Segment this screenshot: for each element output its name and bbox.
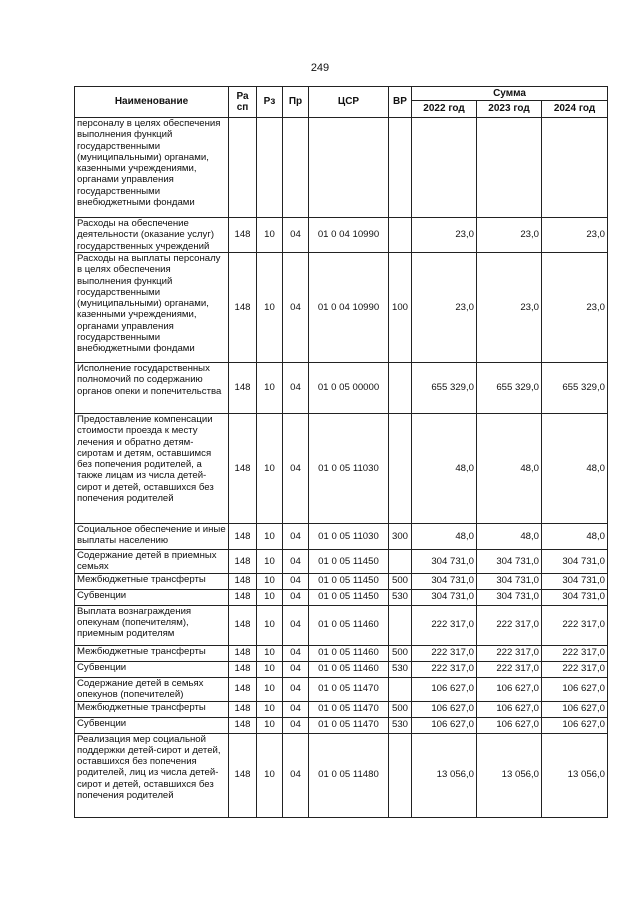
cell-rz: 10 — [257, 414, 283, 524]
cell-name: Содержание детей в приемных семьях — [75, 550, 229, 574]
cell-sum-2024: 304 731,0 — [542, 589, 608, 605]
cell-sum-2024: 23,0 — [542, 253, 608, 363]
cell-sum-2023: 23,0 — [477, 253, 542, 363]
cell-rz: 10 — [257, 524, 283, 550]
cell-rz: 10 — [257, 253, 283, 363]
cell-sum-2022: 23,0 — [412, 253, 477, 363]
cell-name: Межбюджетные трансферты — [75, 701, 229, 717]
cell-csr: 01 0 05 11460 — [309, 645, 389, 661]
cell-vr: 500 — [389, 645, 412, 661]
cell-pr: 04 — [283, 253, 309, 363]
cell-sum-2024: 13 056,0 — [542, 733, 608, 817]
header-year-2024: 2024 год — [542, 101, 608, 118]
cell-vr: 530 — [389, 717, 412, 733]
table-row — [75, 218, 608, 253]
cell-vr — [389, 363, 412, 414]
cell-sum-2024: 304 731,0 — [542, 573, 608, 589]
table-row — [75, 550, 608, 574]
cell-rz: 10 — [257, 677, 283, 701]
header-pr: Пр — [283, 87, 309, 118]
cell-vr — [389, 733, 412, 817]
header-name: Наименование — [75, 87, 229, 118]
cell-pr: 04 — [283, 677, 309, 701]
cell-rz: 10 — [257, 733, 283, 817]
cell-sum-2022: 48,0 — [412, 414, 477, 524]
cell-vr — [389, 218, 412, 253]
cell-sum-2022: 23,0 — [412, 218, 477, 253]
header-ra-sp: Ра сп — [229, 87, 257, 118]
cell-ra-sp: 148 — [229, 645, 257, 661]
cell-pr: 04 — [283, 645, 309, 661]
table-row — [75, 661, 608, 677]
cell-sum-2022: 304 731,0 — [412, 573, 477, 589]
cell-sum-2024: 106 627,0 — [542, 717, 608, 733]
table-row — [75, 605, 608, 645]
cell-rz: 10 — [257, 363, 283, 414]
cell-sum-2023: 655 329,0 — [477, 363, 542, 414]
table-row — [75, 717, 608, 733]
table-row — [75, 414, 608, 524]
cell-sum-2022: 48,0 — [412, 524, 477, 550]
cell-rz: 10 — [257, 573, 283, 589]
cell-name: Социальное обеспечение и иные выплаты населению — [75, 524, 229, 550]
cell-rz: 10 — [257, 645, 283, 661]
cell-sum-2022: 222 317,0 — [412, 605, 477, 645]
cell-sum-2023: 304 731,0 — [477, 550, 542, 574]
table-row — [75, 589, 608, 605]
cell-pr: 04 — [283, 717, 309, 733]
cell-csr: 01 0 05 11470 — [309, 717, 389, 733]
cell-csr — [309, 118, 389, 218]
cell-name: Расходы на обеспечение деятельности (оказание услуг) государственных учреждений — [75, 218, 229, 253]
cell-ra-sp: 148 — [229, 661, 257, 677]
table-row — [75, 253, 608, 363]
cell-vr — [389, 550, 412, 574]
cell-sum-2024: 222 317,0 — [542, 661, 608, 677]
cell-sum-2024 — [542, 118, 608, 218]
cell-csr: 01 0 05 11030 — [309, 524, 389, 550]
cell-sum-2024: 23,0 — [542, 218, 608, 253]
page-number: 249 — [310, 62, 330, 74]
cell-name: Субвенции — [75, 661, 229, 677]
table-row — [75, 118, 608, 218]
cell-name: персоналу в целях обеспечения выполнения функций государственными (муниципальными) органами, казенными учреждениями, органами управления государственными внебюджетными фондами — [75, 118, 229, 218]
cell-ra-sp: 148 — [229, 605, 257, 645]
cell-sum-2024: 222 317,0 — [542, 605, 608, 645]
cell-sum-2023: 222 317,0 — [477, 661, 542, 677]
table-row — [75, 573, 608, 589]
cell-ra-sp: 148 — [229, 524, 257, 550]
cell-csr: 01 0 04 10990 — [309, 253, 389, 363]
table-row — [75, 701, 608, 717]
cell-sum-2024: 304 731,0 — [542, 550, 608, 574]
cell-sum-2022: 106 627,0 — [412, 701, 477, 717]
table-body — [75, 118, 608, 818]
cell-vr — [389, 118, 412, 218]
cell-pr: 04 — [283, 414, 309, 524]
cell-ra-sp: 148 — [229, 218, 257, 253]
cell-sum-2023: 48,0 — [477, 524, 542, 550]
cell-ra-sp: 148 — [229, 573, 257, 589]
cell-pr: 04 — [283, 605, 309, 645]
cell-sum-2023: 23,0 — [477, 218, 542, 253]
table-row — [75, 645, 608, 661]
cell-sum-2023: 13 056,0 — [477, 733, 542, 817]
cell-rz: 10 — [257, 589, 283, 605]
cell-rz: 10 — [257, 550, 283, 574]
cell-name: Исполнение государственных полномочий по содержанию органов опеки и попечительства — [75, 363, 229, 414]
cell-vr: 100 — [389, 253, 412, 363]
cell-sum-2023 — [477, 118, 542, 218]
cell-pr: 04 — [283, 573, 309, 589]
header-csr: ЦСР — [309, 87, 389, 118]
cell-vr: 530 — [389, 589, 412, 605]
cell-sum-2023: 304 731,0 — [477, 573, 542, 589]
header-vr: ВР — [389, 87, 412, 118]
cell-sum-2022: 222 317,0 — [412, 645, 477, 661]
cell-vr — [389, 677, 412, 701]
cell-pr — [283, 118, 309, 218]
cell-sum-2022: 13 056,0 — [412, 733, 477, 817]
cell-csr: 01 0 05 11450 — [309, 573, 389, 589]
cell-name: Межбюджетные трансферты — [75, 645, 229, 661]
cell-sum-2023: 304 731,0 — [477, 589, 542, 605]
cell-name: Реализация мер социальной поддержки детей-сирот и детей, оставшихся без попечения родителей, лиц из числа детей-сирот и детей, оставшихся без попечения родителей — [75, 733, 229, 817]
cell-pr: 04 — [283, 661, 309, 677]
cell-csr: 01 0 05 11030 — [309, 414, 389, 524]
cell-vr: 500 — [389, 701, 412, 717]
cell-csr: 01 0 04 10990 — [309, 218, 389, 253]
cell-csr: 01 0 05 11450 — [309, 589, 389, 605]
cell-sum-2023: 106 627,0 — [477, 701, 542, 717]
cell-pr: 04 — [283, 218, 309, 253]
cell-rz: 10 — [257, 717, 283, 733]
cell-ra-sp: 148 — [229, 717, 257, 733]
cell-rz: 10 — [257, 218, 283, 253]
cell-name: Предоставление компенсации стоимости проезда к месту лечения и обратно детям-сиротам и детям, оставшимся без попечения родителей, а также лицам из числа детей-сирот и детей, оставшихся без попечения родителей — [75, 414, 229, 524]
cell-sum-2024: 106 627,0 — [542, 677, 608, 701]
header-year-2023: 2023 год — [477, 101, 542, 118]
header-year-2022: 2022 год — [412, 101, 477, 118]
cell-vr: 530 — [389, 661, 412, 677]
table-row — [75, 677, 608, 701]
table-row — [75, 363, 608, 414]
cell-ra-sp: 148 — [229, 363, 257, 414]
cell-pr: 04 — [283, 550, 309, 574]
cell-sum-2022: 304 731,0 — [412, 550, 477, 574]
cell-name: Субвенции — [75, 589, 229, 605]
cell-sum-2023: 106 627,0 — [477, 717, 542, 733]
cell-pr: 04 — [283, 363, 309, 414]
cell-name: Субвенции — [75, 717, 229, 733]
cell-sum-2023: 106 627,0 — [477, 677, 542, 701]
cell-rz: 10 — [257, 605, 283, 645]
cell-ra-sp: 148 — [229, 701, 257, 717]
cell-sum-2024: 655 329,0 — [542, 363, 608, 414]
cell-sum-2022: 222 317,0 — [412, 661, 477, 677]
cell-ra-sp: 148 — [229, 677, 257, 701]
cell-rz: 10 — [257, 701, 283, 717]
cell-csr: 01 0 05 11470 — [309, 677, 389, 701]
cell-vr: 300 — [389, 524, 412, 550]
cell-sum-2022 — [412, 118, 477, 218]
cell-csr: 01 0 05 11460 — [309, 605, 389, 645]
cell-ra-sp: 148 — [229, 253, 257, 363]
cell-ra-sp: 148 — [229, 414, 257, 524]
cell-csr: 01 0 05 00000 — [309, 363, 389, 414]
cell-ra-sp: 148 — [229, 550, 257, 574]
cell-ra-sp: 148 — [229, 589, 257, 605]
header-rz: Рз — [257, 87, 283, 118]
table-row — [75, 524, 608, 550]
cell-csr: 01 0 05 11470 — [309, 701, 389, 717]
cell-sum-2023: 48,0 — [477, 414, 542, 524]
cell-sum-2023: 222 317,0 — [477, 645, 542, 661]
cell-name: Содержание детей в семьях опекунов (попечителей) — [75, 677, 229, 701]
cell-vr — [389, 605, 412, 645]
cell-pr: 04 — [283, 701, 309, 717]
cell-sum-2024: 48,0 — [542, 524, 608, 550]
cell-name: Расходы на выплаты персоналу в целях обеспечения выполнения функций государственными (муниципальными) органами, казенными учреждениями, органами управления государственными внебюджетными фондами — [75, 253, 229, 363]
cell-sum-2022: 304 731,0 — [412, 589, 477, 605]
cell-ra-sp: 148 — [229, 733, 257, 817]
cell-pr: 04 — [283, 524, 309, 550]
table-row — [75, 733, 608, 817]
cell-sum-2022: 106 627,0 — [412, 717, 477, 733]
cell-sum-2024: 106 627,0 — [542, 701, 608, 717]
cell-sum-2024: 222 317,0 — [542, 645, 608, 661]
cell-sum-2024: 48,0 — [542, 414, 608, 524]
header-sum: Сумма — [412, 87, 608, 101]
cell-vr — [389, 414, 412, 524]
cell-rz: 10 — [257, 661, 283, 677]
cell-csr: 01 0 05 11450 — [309, 550, 389, 574]
cell-sum-2022: 655 329,0 — [412, 363, 477, 414]
cell-name: Межбюджетные трансферты — [75, 573, 229, 589]
budget-table — [74, 86, 608, 818]
cell-pr: 04 — [283, 589, 309, 605]
cell-vr: 500 — [389, 573, 412, 589]
cell-name: Выплата вознаграждения опекунам (попечителям), приемным родителям — [75, 605, 229, 645]
cell-ra-sp — [229, 118, 257, 218]
cell-sum-2022: 106 627,0 — [412, 677, 477, 701]
cell-csr: 01 0 05 11480 — [309, 733, 389, 817]
cell-sum-2023: 222 317,0 — [477, 605, 542, 645]
cell-rz — [257, 118, 283, 218]
cell-pr: 04 — [283, 733, 309, 817]
cell-csr: 01 0 05 11460 — [309, 661, 389, 677]
